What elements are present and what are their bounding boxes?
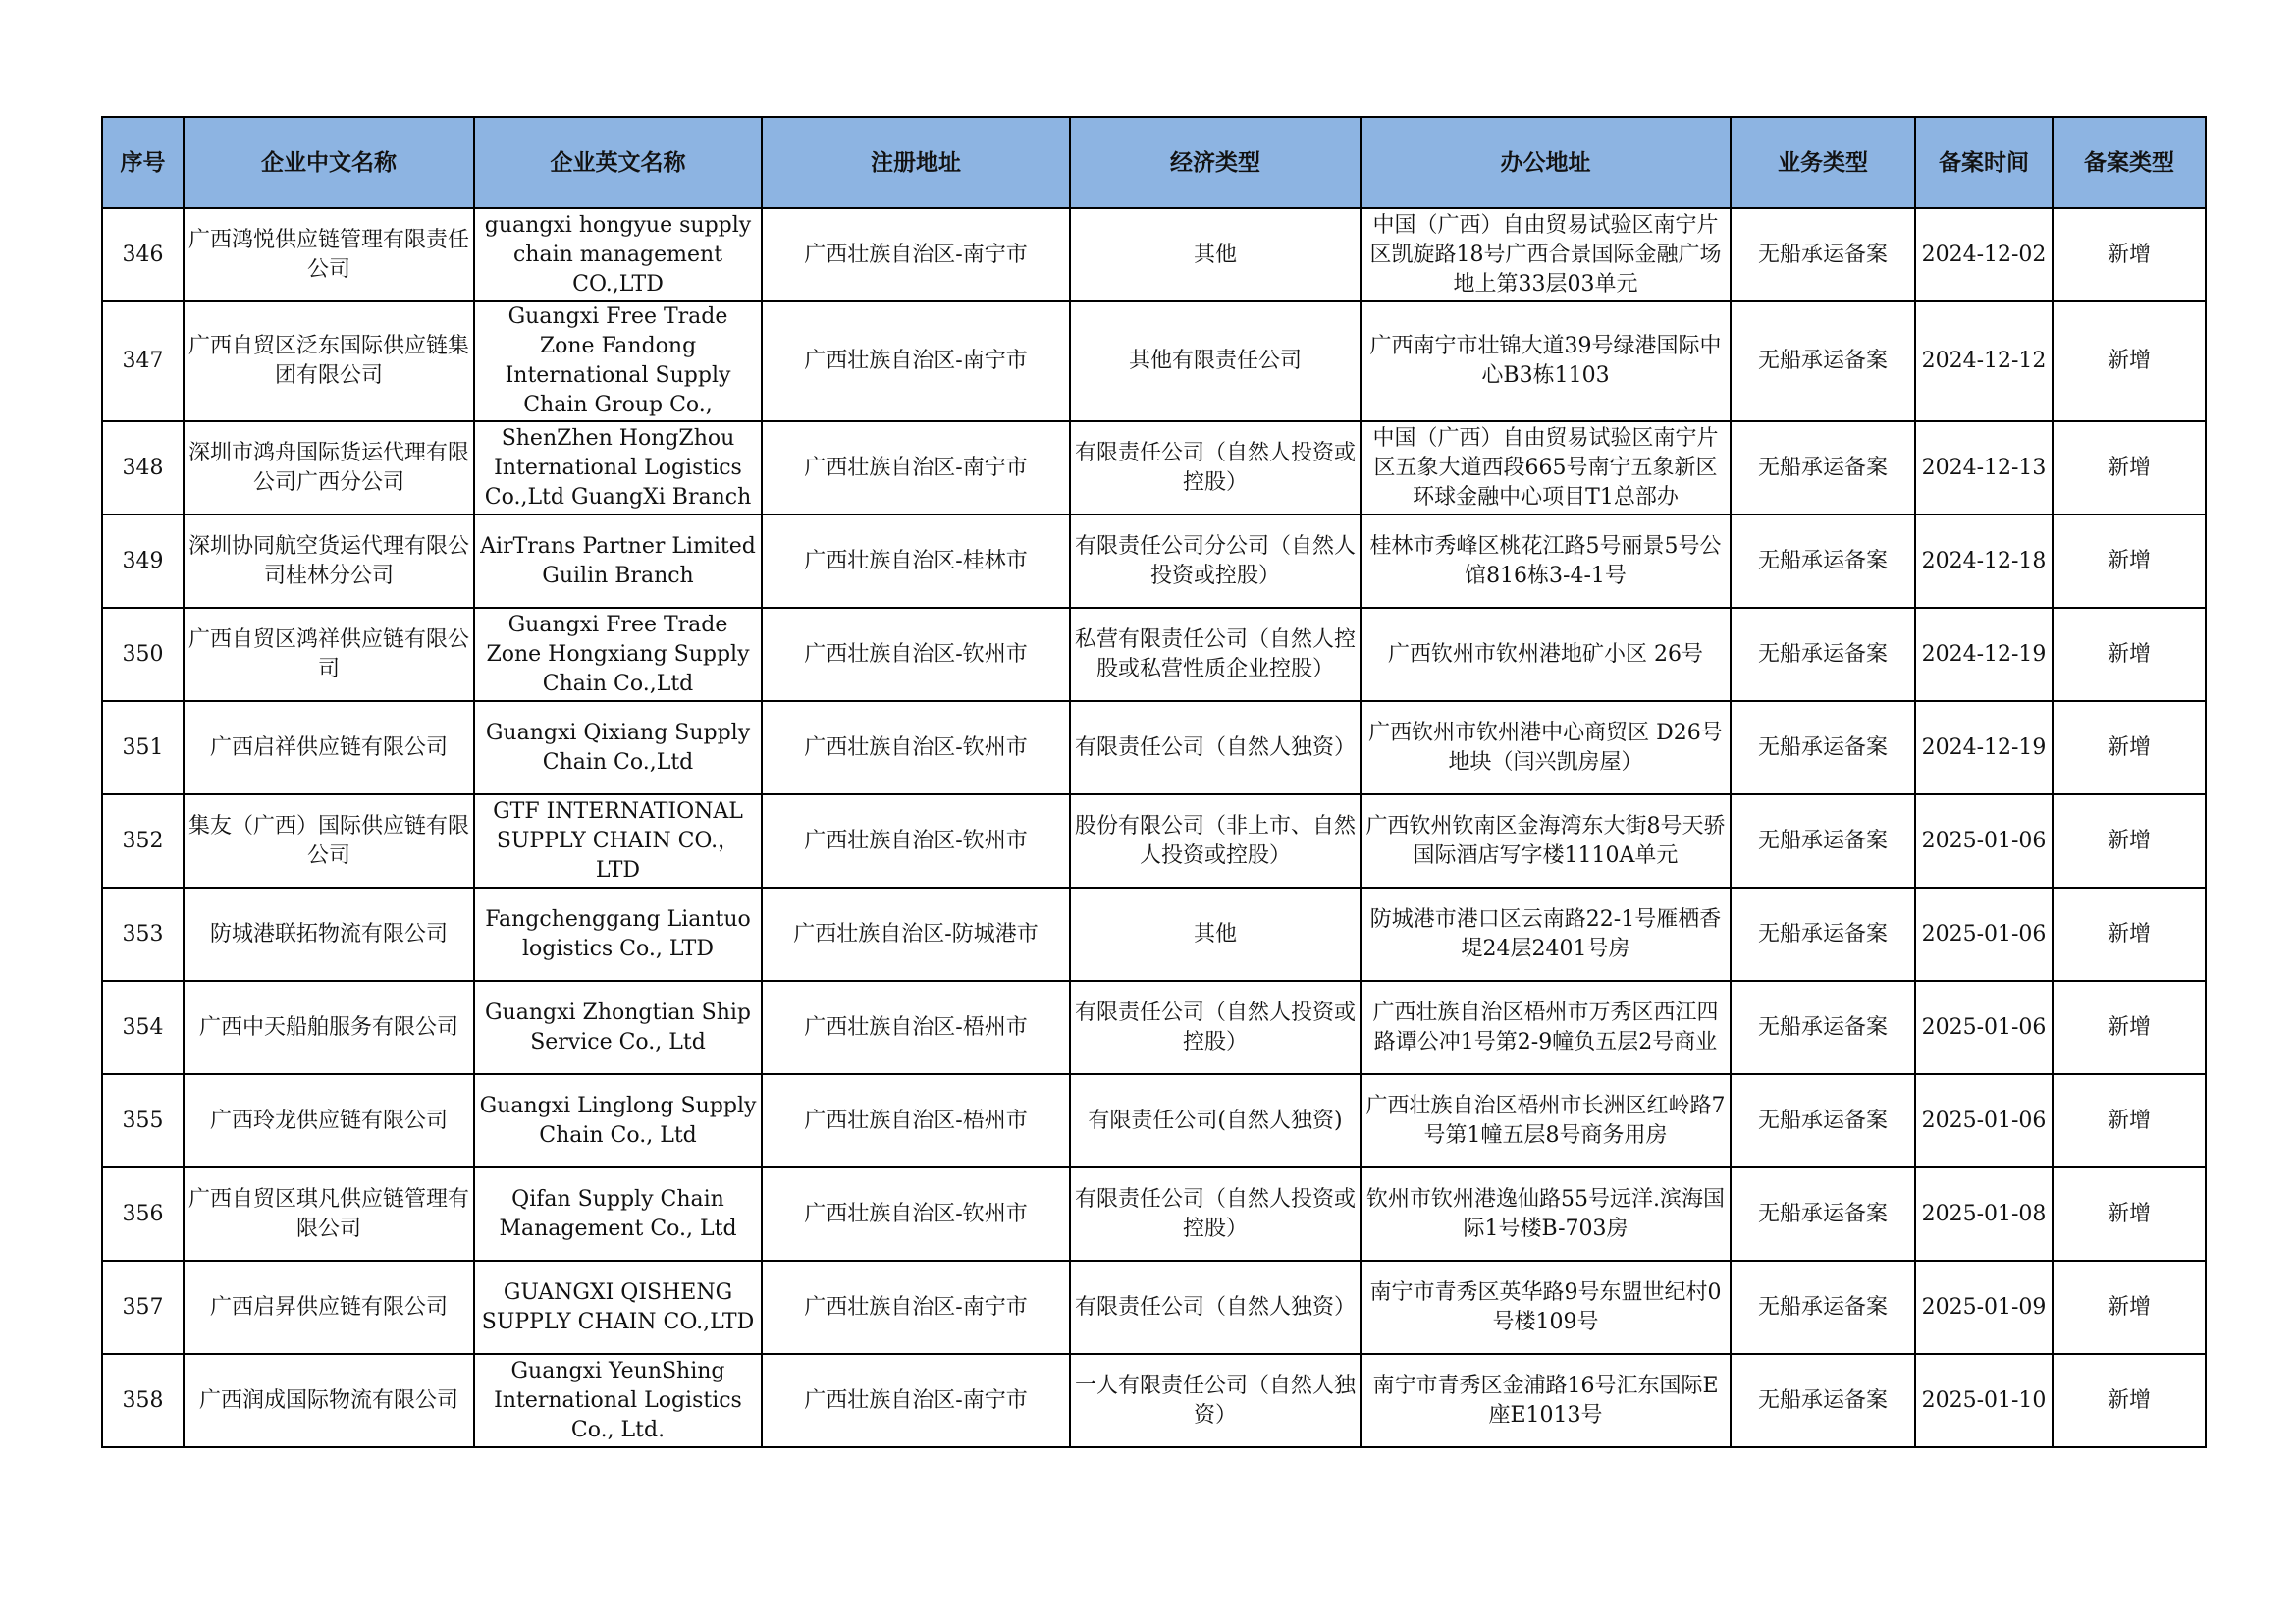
cell-office-address: 中国（广西）自由贸易试验区南宁片区凯旋路18号广西合景国际金融广场地上第33层03单元 (1361, 208, 1731, 301)
cell-company-cn: 防城港联拓物流有限公司 (184, 888, 474, 981)
cell-economic-type: 其他有限责任公司 (1070, 301, 1361, 421)
table-row (102, 421, 2206, 514)
cell-office-address: 广西壮族自治区梧州市万秀区西江四路谭公冲1号第2-9幢负五层2号商业 (1361, 981, 1731, 1074)
cell-business-type: 无船承运备案 (1731, 1261, 1915, 1354)
cell-filing-type: 新增 (2053, 1354, 2206, 1447)
cell-reg-address: 广西壮族自治区-南宁市 (762, 421, 1070, 514)
cell-reg-address: 广西壮族自治区-南宁市 (762, 1354, 1070, 1447)
cell-business-type: 无船承运备案 (1731, 1354, 1915, 1447)
cell-filing-date: 2025-01-08 (1915, 1167, 2053, 1261)
cell-seq: 356 (102, 1167, 184, 1261)
cell-filing-date: 2024-12-12 (1915, 301, 2053, 421)
cell-filing-type: 新增 (2053, 208, 2206, 301)
cell-filing-date: 2025-01-06 (1915, 888, 2053, 981)
cell-company-en: Guangxi Linglong Supply Chain Co., Ltd (474, 1074, 762, 1167)
cell-office-address: 防城港市港口区云南路22-1号雁栖香堤24层2401号房 (1361, 888, 1731, 981)
header-company-cn: 企业中文名称 (184, 117, 474, 208)
header-seq: 序号 (102, 117, 184, 208)
cell-economic-type: 有限责任公司（自然人独资） (1070, 701, 1361, 794)
cell-filing-date: 2025-01-06 (1915, 794, 2053, 888)
cell-company-en: guangxi hongyue supply chain management CO.,LTD (474, 208, 762, 301)
header-economic-type: 经济类型 (1070, 117, 1361, 208)
cell-reg-address: 广西壮族自治区-钦州市 (762, 1167, 1070, 1261)
cell-economic-type: 有限责任公司(自然人独资) (1070, 1074, 1361, 1167)
table-row (102, 608, 2206, 701)
cell-business-type: 无船承运备案 (1731, 701, 1915, 794)
cell-filing-type: 新增 (2053, 608, 2206, 701)
cell-economic-type: 其他 (1070, 208, 1361, 301)
cell-seq: 351 (102, 701, 184, 794)
cell-business-type: 无船承运备案 (1731, 1074, 1915, 1167)
cell-company-en: GTF INTERNATIONAL SUPPLY CHAIN CO.，LTD (474, 794, 762, 888)
cell-economic-type: 有限责任公司（自然人投资或控股） (1070, 421, 1361, 514)
cell-economic-type: 其他 (1070, 888, 1361, 981)
cell-office-address: 广西壮族自治区梧州市长洲区红岭路7号第1幢五层8号商务用房 (1361, 1074, 1731, 1167)
cell-company-cn: 广西鸿悦供应链管理有限责任公司 (184, 208, 474, 301)
cell-seq: 357 (102, 1261, 184, 1354)
cell-company-cn: 集友（广西）国际供应链有限公司 (184, 794, 474, 888)
cell-filing-type: 新增 (2053, 301, 2206, 421)
cell-seq: 353 (102, 888, 184, 981)
cell-reg-address: 广西壮族自治区-梧州市 (762, 981, 1070, 1074)
cell-office-address: 钦州市钦州港逸仙路55号远洋.滨海国际1号楼B-703房 (1361, 1167, 1731, 1261)
table-row (102, 1354, 2206, 1447)
cell-filing-type: 新增 (2053, 701, 2206, 794)
table-row (102, 208, 2206, 301)
cell-reg-address: 广西壮族自治区-防城港市 (762, 888, 1070, 981)
table-body (102, 208, 2206, 1447)
table-row (102, 794, 2206, 888)
cell-economic-type: 有限责任公司（自然人投资或控股） (1070, 981, 1361, 1074)
header-office-address: 办公地址 (1361, 117, 1731, 208)
cell-company-cn: 广西自贸区琪凡供应链管理有限公司 (184, 1167, 474, 1261)
cell-company-en: Guangxi Zhongtian Ship Service Co., Ltd (474, 981, 762, 1074)
cell-seq: 358 (102, 1354, 184, 1447)
header-filing-type: 备案类型 (2053, 117, 2206, 208)
cell-economic-type: 一人有限责任公司（自然人独资） (1070, 1354, 1361, 1447)
table-row (102, 1167, 2206, 1261)
cell-filing-date: 2024-12-19 (1915, 608, 2053, 701)
cell-seq: 352 (102, 794, 184, 888)
table-row (102, 1074, 2206, 1167)
cell-filing-date: 2025-01-06 (1915, 1074, 2053, 1167)
header-filing-date: 备案时间 (1915, 117, 2053, 208)
cell-company-cn: 广西中天船舶服务有限公司 (184, 981, 474, 1074)
cell-filing-date: 2024-12-18 (1915, 514, 2053, 608)
cell-filing-type: 新增 (2053, 794, 2206, 888)
cell-seq: 350 (102, 608, 184, 701)
cell-filing-type: 新增 (2053, 1261, 2206, 1354)
cell-reg-address: 广西壮族自治区-钦州市 (762, 794, 1070, 888)
cell-reg-address: 广西壮族自治区-梧州市 (762, 1074, 1070, 1167)
cell-company-en: Fangchenggang Liantuo logistics Co., LTD (474, 888, 762, 981)
cell-company-cn: 深圳协同航空货运代理有限公司桂林分公司 (184, 514, 474, 608)
cell-company-cn: 广西玲龙供应链有限公司 (184, 1074, 474, 1167)
header-company-en: 企业英文名称 (474, 117, 762, 208)
cell-company-cn: 深圳市鸿舟国际货运代理有限公司广西分公司 (184, 421, 474, 514)
cell-business-type: 无船承运备案 (1731, 981, 1915, 1074)
cell-business-type: 无船承运备案 (1731, 794, 1915, 888)
cell-economic-type: 有限责任公司分公司（自然人投资或控股） (1070, 514, 1361, 608)
header-reg-address: 注册地址 (762, 117, 1070, 208)
table-row (102, 301, 2206, 421)
table-row (102, 888, 2206, 981)
cell-seq: 349 (102, 514, 184, 608)
cell-filing-type: 新增 (2053, 1074, 2206, 1167)
cell-company-en: Qifan Supply Chain Management Co., Ltd (474, 1167, 762, 1261)
cell-filing-date: 2024-12-19 (1915, 701, 2053, 794)
cell-filing-type: 新增 (2053, 888, 2206, 981)
cell-office-address: 广西钦州钦南区金海湾东大街8号天骄国际酒店写字楼1110A单元 (1361, 794, 1731, 888)
cell-office-address: 中国（广西）自由贸易试验区南宁片区五象大道西段665号南宁五象新区环球金融中心项目T1总部办 (1361, 421, 1731, 514)
cell-business-type: 无船承运备案 (1731, 608, 1915, 701)
cell-economic-type: 股份有限公司（非上市、自然人投资或控股） (1070, 794, 1361, 888)
cell-company-en: Guangxi YeunShing International Logistics Co., Ltd. (474, 1354, 762, 1447)
cell-reg-address: 广西壮族自治区-桂林市 (762, 514, 1070, 608)
cell-business-type: 无船承运备案 (1731, 514, 1915, 608)
cell-office-address: 南宁市青秀区英华路9号东盟世纪村0号楼109号 (1361, 1261, 1731, 1354)
cell-seq: 348 (102, 421, 184, 514)
registration-table (101, 116, 2207, 1448)
cell-filing-type: 新增 (2053, 981, 2206, 1074)
cell-seq: 347 (102, 301, 184, 421)
cell-economic-type: 私营有限责任公司（自然人控股或私营性质企业控股） (1070, 608, 1361, 701)
table-row (102, 1261, 2206, 1354)
table-row (102, 514, 2206, 608)
cell-reg-address: 广西壮族自治区-南宁市 (762, 301, 1070, 421)
cell-business-type: 无船承运备案 (1731, 888, 1915, 981)
cell-business-type: 无船承运备案 (1731, 301, 1915, 421)
cell-filing-type: 新增 (2053, 1167, 2206, 1261)
cell-reg-address: 广西壮族自治区-南宁市 (762, 208, 1070, 301)
cell-company-cn: 广西启祥供应链有限公司 (184, 701, 474, 794)
cell-company-cn: 广西启昇供应链有限公司 (184, 1261, 474, 1354)
cell-company-cn: 广西自贸区泛东国际供应链集团有限公司 (184, 301, 474, 421)
cell-company-cn: 广西润成国际物流有限公司 (184, 1354, 474, 1447)
cell-filing-date: 2025-01-10 (1915, 1354, 2053, 1447)
cell-economic-type: 有限责任公司（自然人投资或控股） (1070, 1167, 1361, 1261)
table-row (102, 701, 2206, 794)
cell-company-en: GUANGXI QISHENG SUPPLY CHAIN CO.,LTD (474, 1261, 762, 1354)
cell-filing-date: 2024-12-02 (1915, 208, 2053, 301)
cell-company-en: Guangxi Qixiang Supply Chain Co.,Ltd (474, 701, 762, 794)
cell-office-address: 广西钦州市钦州港地矿小区 26号 (1361, 608, 1731, 701)
cell-company-en: ShenZhen HongZhou International Logistics Co.,Ltd GuangXi Branch (474, 421, 762, 514)
cell-seq: 355 (102, 1074, 184, 1167)
cell-business-type: 无船承运备案 (1731, 208, 1915, 301)
table-row (102, 981, 2206, 1074)
cell-business-type: 无船承运备案 (1731, 1167, 1915, 1261)
cell-seq: 354 (102, 981, 184, 1074)
cell-company-en: AirTrans Partner Limited Guilin Branch (474, 514, 762, 608)
cell-filing-date: 2025-01-09 (1915, 1261, 2053, 1354)
cell-seq: 346 (102, 208, 184, 301)
cell-company-en: Guangxi Free Trade Zone Fandong International Supply Chain Group Co., (474, 301, 762, 421)
cell-office-address: 桂林市秀峰区桃花江路5号丽景5号公馆816栋3-4-1号 (1361, 514, 1731, 608)
cell-business-type: 无船承运备案 (1731, 421, 1915, 514)
cell-office-address: 广西南宁市壮锦大道39号绿港国际中心B3栋1103 (1361, 301, 1731, 421)
cell-filing-type: 新增 (2053, 514, 2206, 608)
cell-company-cn: 广西自贸区鸿祥供应链有限公司 (184, 608, 474, 701)
cell-office-address: 广西钦州市钦州港中心商贸区 D26号地块（闫兴凯房屋） (1361, 701, 1731, 794)
table-header-row (102, 117, 2206, 208)
cell-reg-address: 广西壮族自治区-钦州市 (762, 701, 1070, 794)
cell-economic-type: 有限责任公司（自然人独资） (1070, 1261, 1361, 1354)
cell-filing-type: 新增 (2053, 421, 2206, 514)
cell-office-address: 南宁市青秀区金浦路16号汇东国际E座E1013号 (1361, 1354, 1731, 1447)
cell-company-en: Guangxi Free Trade Zone Hongxiang Supply Chain Co.,Ltd (474, 608, 762, 701)
cell-filing-date: 2025-01-06 (1915, 981, 2053, 1074)
cell-reg-address: 广西壮族自治区-钦州市 (762, 608, 1070, 701)
cell-filing-date: 2024-12-13 (1915, 421, 2053, 514)
header-business-type: 业务类型 (1731, 117, 1915, 208)
cell-reg-address: 广西壮族自治区-南宁市 (762, 1261, 1070, 1354)
